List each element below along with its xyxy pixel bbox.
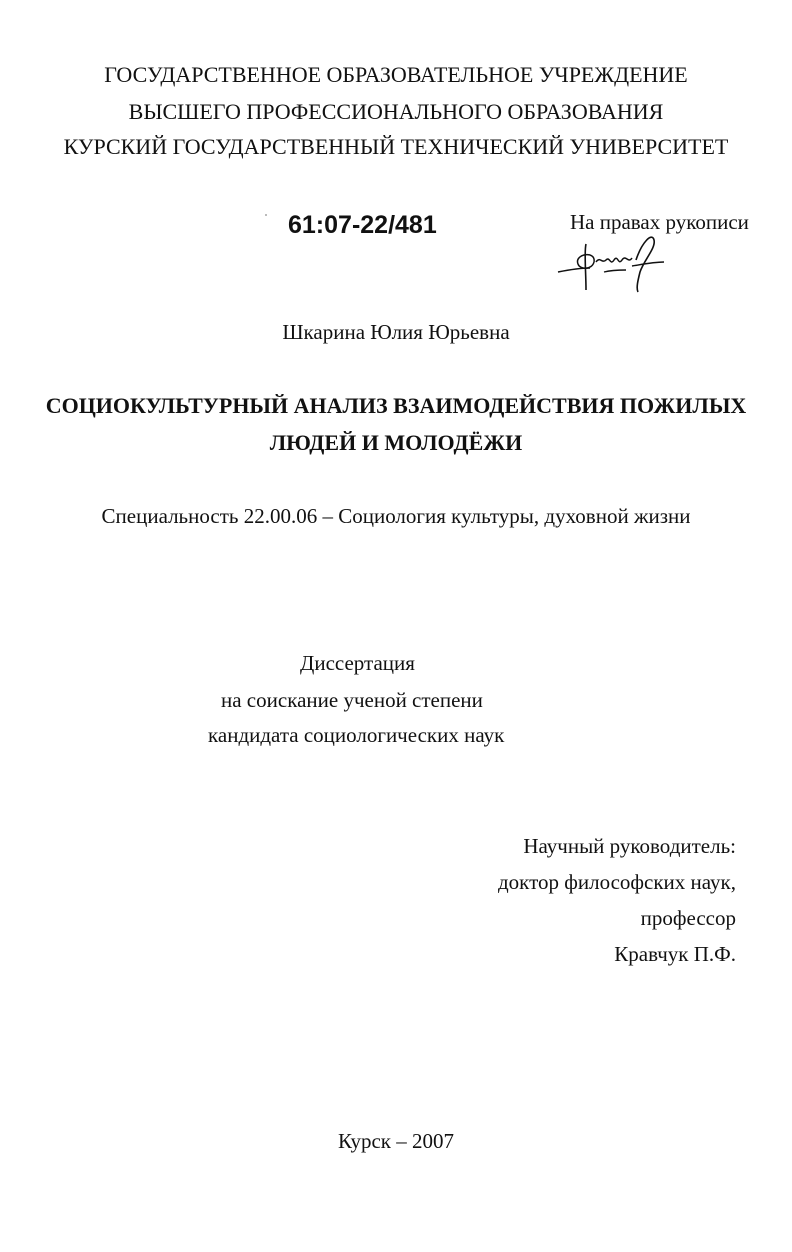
supervisor-name: Кравчук П.Ф. (614, 942, 736, 966)
degree-line-1: Диссертация (300, 651, 415, 675)
institution-line-1: ГОСУДАРСТВЕННОЕ ОБРАЗОВАТЕЛЬНОЕ УЧРЕЖДЕНИЕ (104, 62, 688, 87)
institution-line-2: ВЫСШЕГО ПРОФЕССИОНАЛЬНОГО ОБРАЗОВАНИЯ (128, 99, 664, 124)
scan-speck (265, 214, 267, 216)
specialty: Специальность 22.00.06 – Социология культуры, духовной жизни (101, 504, 691, 528)
catalog-code: 61:07-22/481 (288, 211, 437, 239)
degree-line-2: на соискание ученой степени (221, 688, 483, 712)
dissertation-title-line-2: ЛЮДЕЙ И МОЛОДЁЖИ (269, 430, 523, 455)
degree-line-3: кандидата социологических наук (208, 723, 505, 747)
institution-line-3: КУРСКИЙ ГОСУДАРСТВЕННЫЙ ТЕХНИЧЕСКИЙ УНИВЕРСИТЕТ (63, 134, 729, 159)
place-and-year: Курск – 2007 (338, 1129, 454, 1153)
dissertation-title-line-1: СОЦИОКУЛЬТУРНЫЙ АНАЛИЗ ВЗАИМОДЕЙСТВИЯ ПОЖИЛЫХ (45, 393, 747, 418)
handwritten-signature (556, 232, 676, 294)
supervisor-rank: профессор (640, 906, 736, 930)
manuscript-rights: На правах рукописи (570, 210, 749, 234)
author-name: Шкарина Юлия Юрьевна (282, 320, 510, 344)
supervisor-degree: доктор философских наук, (498, 870, 736, 894)
supervisor-label: Научный руководитель: (523, 834, 736, 858)
